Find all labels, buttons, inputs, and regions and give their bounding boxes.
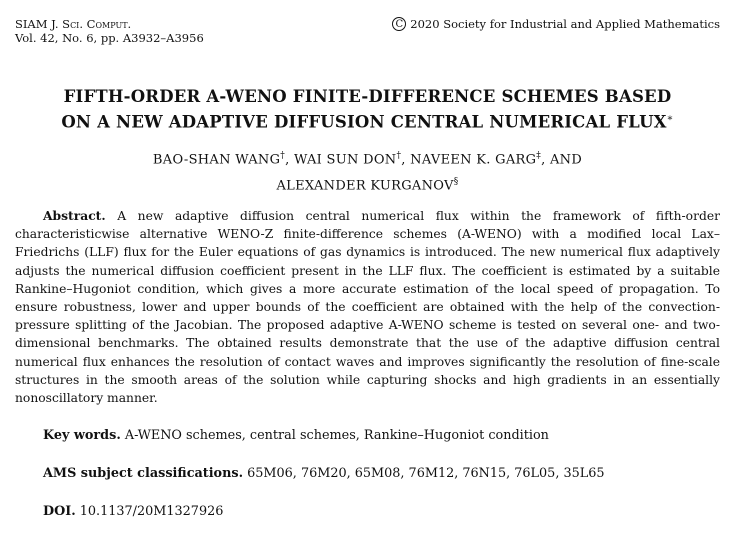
author-mark: ‡ — [536, 151, 542, 161]
journal-info — [15, 17, 204, 45]
author-line-1: BAO-SHAN WANG†, WAI SUN DON†, NAVEEN K. GARG‡, AND — [152, 151, 583, 168]
author-line-2 — [0, 171, 735, 197]
title-footnote-mark: ∗ — [666, 113, 674, 124]
volume-pages: Vol. 42, No. 6, pp. A3932–A3956 — [15, 31, 204, 45]
author-list — [0, 145, 735, 198]
journal-name: SIAM J. Sci. Comput. — [15, 17, 132, 31]
paper-title — [0, 86, 735, 134]
doi-heading: DOI. — [43, 504, 76, 519]
ams-classifications — [43, 465, 605, 483]
doi — [43, 503, 223, 521]
author-mark: † — [280, 151, 286, 161]
abstract-text: A new adaptive diffusion central numerical flux within the framework of fifth-order characteristicwise alternative WENO-Z finite-difference schemes (A-WENO) with a modified local Lax–Friedrichs (LLF) flux for the Euler equations of gas dynamics is introduced. The new numerical flux adaptively adjusts the numerical diffusion coefficient present in the LLF flux. The coefficient is estimated by a suitable Rankine–Hugoniot condition, which gives a more accurate estimation of the local speed of propagation. To ensure robustness, lower and upper bounds of the coefficient are obtained with the help of the convection-pressure splitting of the Jacobian. The proposed adaptive A-WENO scheme is tested on several one- and two-dimensional benchmarks. The obtained results demonstrate that the use of the adaptive diffusion central numerical flux enhances the resolution of contact waves and improves significantly the resolution of fine-scale structures in the smooth areas of the solution while capturing shocks and high gradients in an essentially nonoscillatory manner. — [15, 209, 720, 406]
doi-text: 10.1137/20M1327926 — [79, 504, 224, 519]
abstract — [15, 207, 720, 407]
author-don: WAI SUN DON — [293, 152, 397, 168]
author-mark: § — [453, 177, 459, 188]
author-garg: NAVEEN K. GARG — [410, 152, 537, 168]
keywords — [43, 427, 549, 445]
title-line-2-text: ON A NEW ADAPTIVE DIFFUSION CENTRAL NUMERICAL FLUX — [61, 112, 667, 132]
author-conjunction: , AND — [541, 152, 583, 168]
copyright-notice — [392, 17, 720, 31]
author-kurganov: ALEXANDER KURGANOV — [276, 178, 454, 194]
ams-text: 65M06, 76M20, 65M08, 76M12, 76N15, 76L05, 35L65 — [247, 466, 605, 481]
copyright-icon: C — [392, 17, 406, 31]
author-mark: † — [396, 151, 402, 161]
title-line-1: FIFTH-ORDER A-WENO FINITE-DIFFERENCE SCHEMES BASED — [63, 87, 672, 106]
author-wang: BAO-SHAN WANG — [152, 152, 281, 168]
copyright-text: 2020 Society for Industrial and Applied Mathematics — [410, 17, 720, 31]
ams-heading: AMS subject classifications. — [43, 466, 244, 481]
abstract-heading: Abstract. — [43, 208, 106, 223]
title-line-2 — [0, 108, 735, 134]
keywords-heading: Key words. — [43, 428, 121, 443]
keywords-text: A-WENO schemes, central schemes, Rankine–Hugoniot condition — [124, 428, 549, 443]
